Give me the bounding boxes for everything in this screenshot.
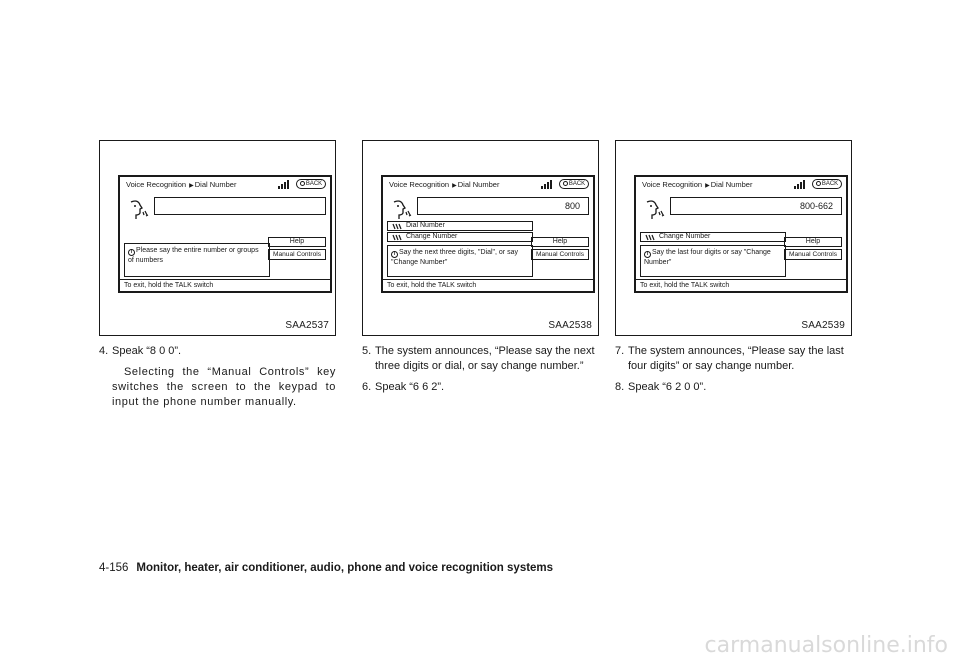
breadcrumb-current: Dial Number <box>710 180 753 189</box>
step-text: Speak “6 2 0 0”. <box>628 381 707 393</box>
back-label: BACK <box>821 181 839 187</box>
figure-saa2538 <box>362 140 599 336</box>
manual-controls-button[interactable]: Manual Controls <box>268 249 326 260</box>
breadcrumb-arrow-icon: ▶ <box>705 183 710 189</box>
option-change-number[interactable] <box>640 232 786 242</box>
column-3 <box>615 140 852 401</box>
back-arrow-icon <box>300 181 305 186</box>
option-label: Dial Number <box>406 222 445 229</box>
step-6 <box>362 380 599 395</box>
voice-recognition-icon <box>390 199 412 221</box>
step-number: 7. <box>615 345 625 357</box>
signal-strength-icon <box>794 179 808 189</box>
voice-command-icon <box>645 234 655 241</box>
step-4-note: Selecting the “Manual Controls” key switches the screen to the keypad to input the phone number manually. <box>112 366 336 408</box>
help-button[interactable]: Help <box>784 237 842 247</box>
back-arrow-icon <box>816 181 821 186</box>
instructions-col3 <box>615 344 852 395</box>
column-2 <box>362 140 599 401</box>
page-footer <box>99 562 553 574</box>
prompt-box <box>124 243 270 277</box>
breadcrumb-arrow-icon: ▶ <box>452 183 457 189</box>
figure-saa2537 <box>99 140 336 336</box>
number-display <box>154 197 326 215</box>
voice-command-icon <box>392 234 402 241</box>
info-icon: i <box>128 249 135 256</box>
back-button[interactable] <box>559 179 589 189</box>
back-label: BACK <box>568 181 586 187</box>
option-label: Change Number <box>406 233 458 240</box>
option-dial-number[interactable] <box>387 221 533 231</box>
info-icon: i <box>644 251 651 258</box>
info-icon: i <box>391 251 398 258</box>
breadcrumb-arrow-icon: ▶ <box>189 183 194 189</box>
step-text: Speak “6 6 2”. <box>375 381 445 393</box>
figure-saa2539 <box>615 140 852 336</box>
prompt-text: Say the next three digits, "Dial", or say "Change Number" <box>391 249 518 266</box>
exit-instruction: To exit, hold the TALK switch <box>120 279 330 291</box>
step-4 <box>99 344 336 359</box>
signal-strength-icon <box>541 179 555 189</box>
step-5 <box>362 344 599 374</box>
step-number: 6. <box>362 381 372 393</box>
breadcrumb-current: Dial Number <box>194 180 237 189</box>
manual-controls-button[interactable]: Manual Controls <box>531 249 589 260</box>
prompt-box <box>640 245 786 277</box>
step-8 <box>615 380 852 395</box>
watermark: carmanualsonline.info <box>704 633 948 658</box>
breadcrumb-parent: Voice Recognition <box>126 180 187 189</box>
step-number: 4. <box>99 345 109 357</box>
signal-strength-icon <box>278 179 292 189</box>
instructions-col2 <box>362 344 599 395</box>
breadcrumb-current: Dial Number <box>457 180 500 189</box>
step-text: The system announces, “Please say the last four digits” or say change number. <box>628 345 844 372</box>
voice-recognition-icon <box>127 199 149 221</box>
step-text: The system announces, “Please say the next three digits or dial, or say change number.” <box>375 345 595 372</box>
page-number: 4-156 <box>99 562 129 574</box>
exit-instruction: To exit, hold the TALK switch <box>636 279 846 291</box>
voice-recognition-icon <box>643 199 665 221</box>
section-title: Monitor, heater, air conditioner, audio, phone and voice recognition systems <box>136 562 554 574</box>
exit-instruction: To exit, hold the TALK switch <box>383 279 593 291</box>
back-label: BACK <box>305 181 323 187</box>
back-button[interactable] <box>296 179 326 189</box>
figure-id: SAA2539 <box>801 320 845 331</box>
breadcrumb-parent: Voice Recognition <box>389 180 450 189</box>
breadcrumb <box>389 180 499 189</box>
step-text: Speak “8 0 0”. <box>112 345 182 357</box>
figure-id: SAA2537 <box>285 320 329 331</box>
instructions-col1 <box>99 344 336 410</box>
help-button[interactable]: Help <box>268 237 326 247</box>
voice-command-icon <box>392 223 402 230</box>
prompt-text: Say the last four digits or say "Change Number" <box>644 249 771 266</box>
number-display: 800 <box>417 197 589 215</box>
step-number: 8. <box>615 381 625 393</box>
option-change-number[interactable] <box>387 232 533 242</box>
back-arrow-icon <box>563 181 568 186</box>
column-1 <box>99 140 336 410</box>
prompt-box <box>387 245 533 277</box>
voice-screen <box>381 175 595 293</box>
breadcrumb <box>642 180 752 189</box>
manual-controls-button[interactable]: Manual Controls <box>784 249 842 260</box>
voice-screen <box>118 175 332 293</box>
back-button[interactable] <box>812 179 842 189</box>
step-7 <box>615 344 852 374</box>
help-button[interactable]: Help <box>531 237 589 247</box>
step-number: 5. <box>362 345 372 357</box>
breadcrumb <box>126 180 236 189</box>
prompt-text: Please say the entire number or groups of numbers <box>128 247 259 264</box>
voice-screen <box>634 175 848 293</box>
number-display: 800-662 <box>670 197 842 215</box>
figure-id: SAA2538 <box>548 320 592 331</box>
breadcrumb-parent: Voice Recognition <box>642 180 703 189</box>
option-label: Change Number <box>659 233 711 240</box>
